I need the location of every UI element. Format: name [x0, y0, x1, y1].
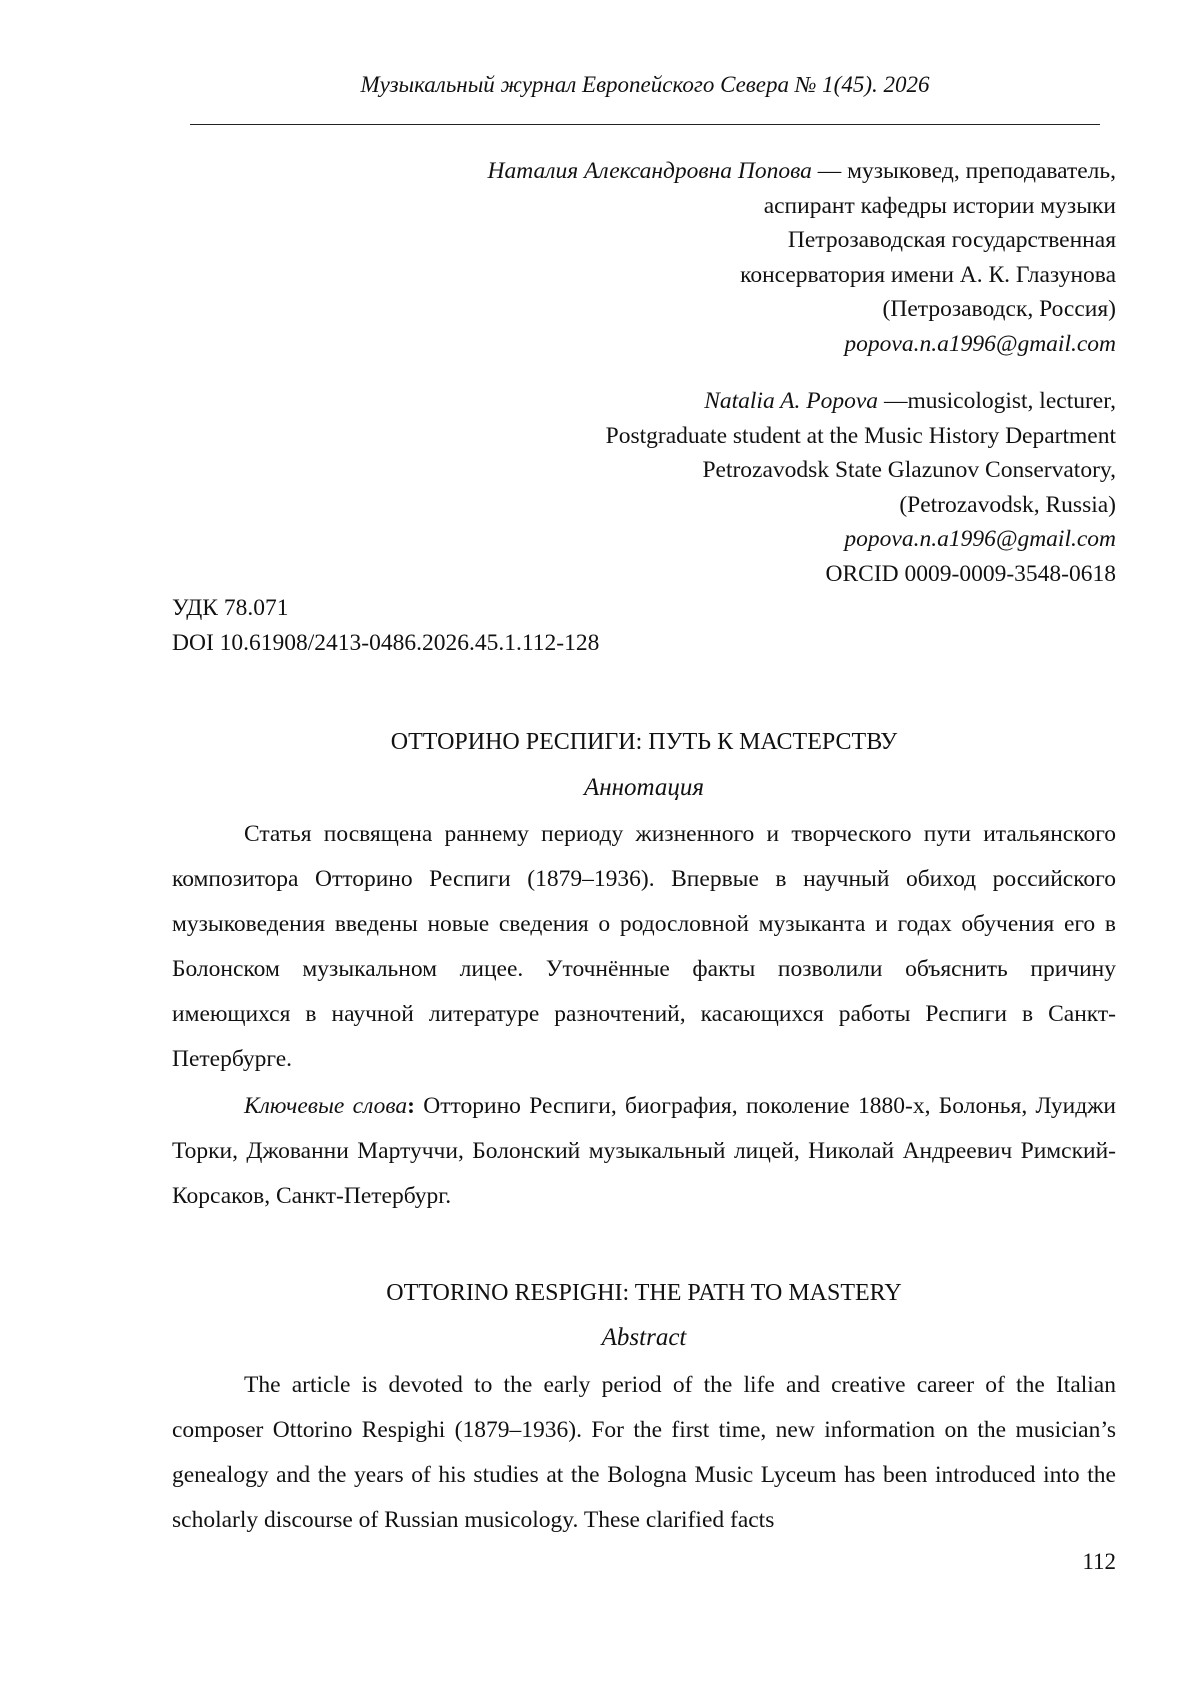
- affiliation-line: Postgraduate student at the Music History Department: [605, 422, 1116, 449]
- classification-codes: [172, 591, 599, 660]
- doi-code[interactable]: DOI 10.61908/2413-0486.2026.45.1.112-128: [172, 629, 600, 656]
- keywords-list: Отторино Респиги, биография, поколение 1880-х, Болонья, Луиджи Торки, Джованни Мартуччи, Болонский музыкальный лицей, Николай Андреевич Римский-Корсаков, Санкт-Петербург.: [172, 1093, 1116, 1209]
- author-block-en: [606, 384, 1116, 591]
- affiliation-line: Petrozavodsk State Glazunov Conservatory,: [702, 457, 1116, 483]
- affiliation-line: (Петрозаводск, Россия): [882, 296, 1116, 322]
- article-title-en: OTTORINO RESPIGHI: THE PATH TO MASTERY: [386, 1280, 902, 1306]
- abstract-heading-en: Abstract: [601, 1324, 687, 1351]
- header-rule: [190, 124, 1100, 125]
- affiliation-line: консерватория имени А. К. Глазунова: [740, 261, 1116, 288]
- page-number: 112: [1082, 1549, 1116, 1574]
- affiliation-line: (Petrozavodsk, Russia): [899, 491, 1116, 518]
- author-email-ru[interactable]: popova.n.a1996@gmail.com: [844, 330, 1116, 357]
- keywords-ru: [172, 1084, 1116, 1219]
- author-name-line-en: [606, 384, 1116, 419]
- author-role-en: —musicologist, lecturer,: [878, 388, 1116, 414]
- author-email-en[interactable]: popova.n.a1996@gmail.com: [844, 526, 1116, 552]
- author-name-ru: Наталия Александровна Попова: [487, 158, 812, 184]
- affiliation-line: аспирант кафедры истории музыки: [763, 192, 1116, 219]
- orcid[interactable]: ORCID 0009-0009-3548-0618: [825, 560, 1116, 587]
- abstract-text-en: The article is devoted to the early period of the life and creative career of the Italian composer Ottorino Respighi (1879–1936). For the first time, new information on the musician’s genealogy and the years of his studies at the Bologna Music Lyceum has been introduced into the scholarly discourse of Russian musicology. These clarified facts: [172, 1372, 1116, 1533]
- keywords-label: Ключевые слова: [244, 1093, 408, 1119]
- author-name-en: Natalia A. Popova: [704, 388, 879, 414]
- article-title-ru: ОТТОРИНО РЕСПИГИ: ПУТЬ К МАСТЕРСТВУ: [390, 729, 898, 755]
- abstract-text-ru: Статья посвящена раннему периоду жизненного и творческого пути итальянского композитора Отторино Респиги (1879–1936). Впервые в научный обиход российского музыковедения введены новые сведения о родословной музыканта и годах обучения его в Болонском музыкальном лицее. Уточнённые факты позволили объяснить причину имеющихся в научной литературе разночтений, касающихся работы Респиги в Санкт-Петербурге.: [172, 821, 1116, 1072]
- udk-code: УДК 78.071: [172, 595, 289, 621]
- running-header: Музыкальный журнал Европейского Севера № 1(45). 2026: [360, 72, 930, 97]
- author-name-line-ru: [488, 154, 1116, 189]
- keywords-colon: :: [407, 1093, 415, 1119]
- author-role-ru: — музыковед, преподаватель,: [811, 158, 1116, 184]
- affiliation-line: Петрозаводская государственная: [787, 227, 1116, 253]
- abstract-heading-ru: Аннотация: [583, 774, 705, 801]
- author-block-ru: [488, 154, 1116, 361]
